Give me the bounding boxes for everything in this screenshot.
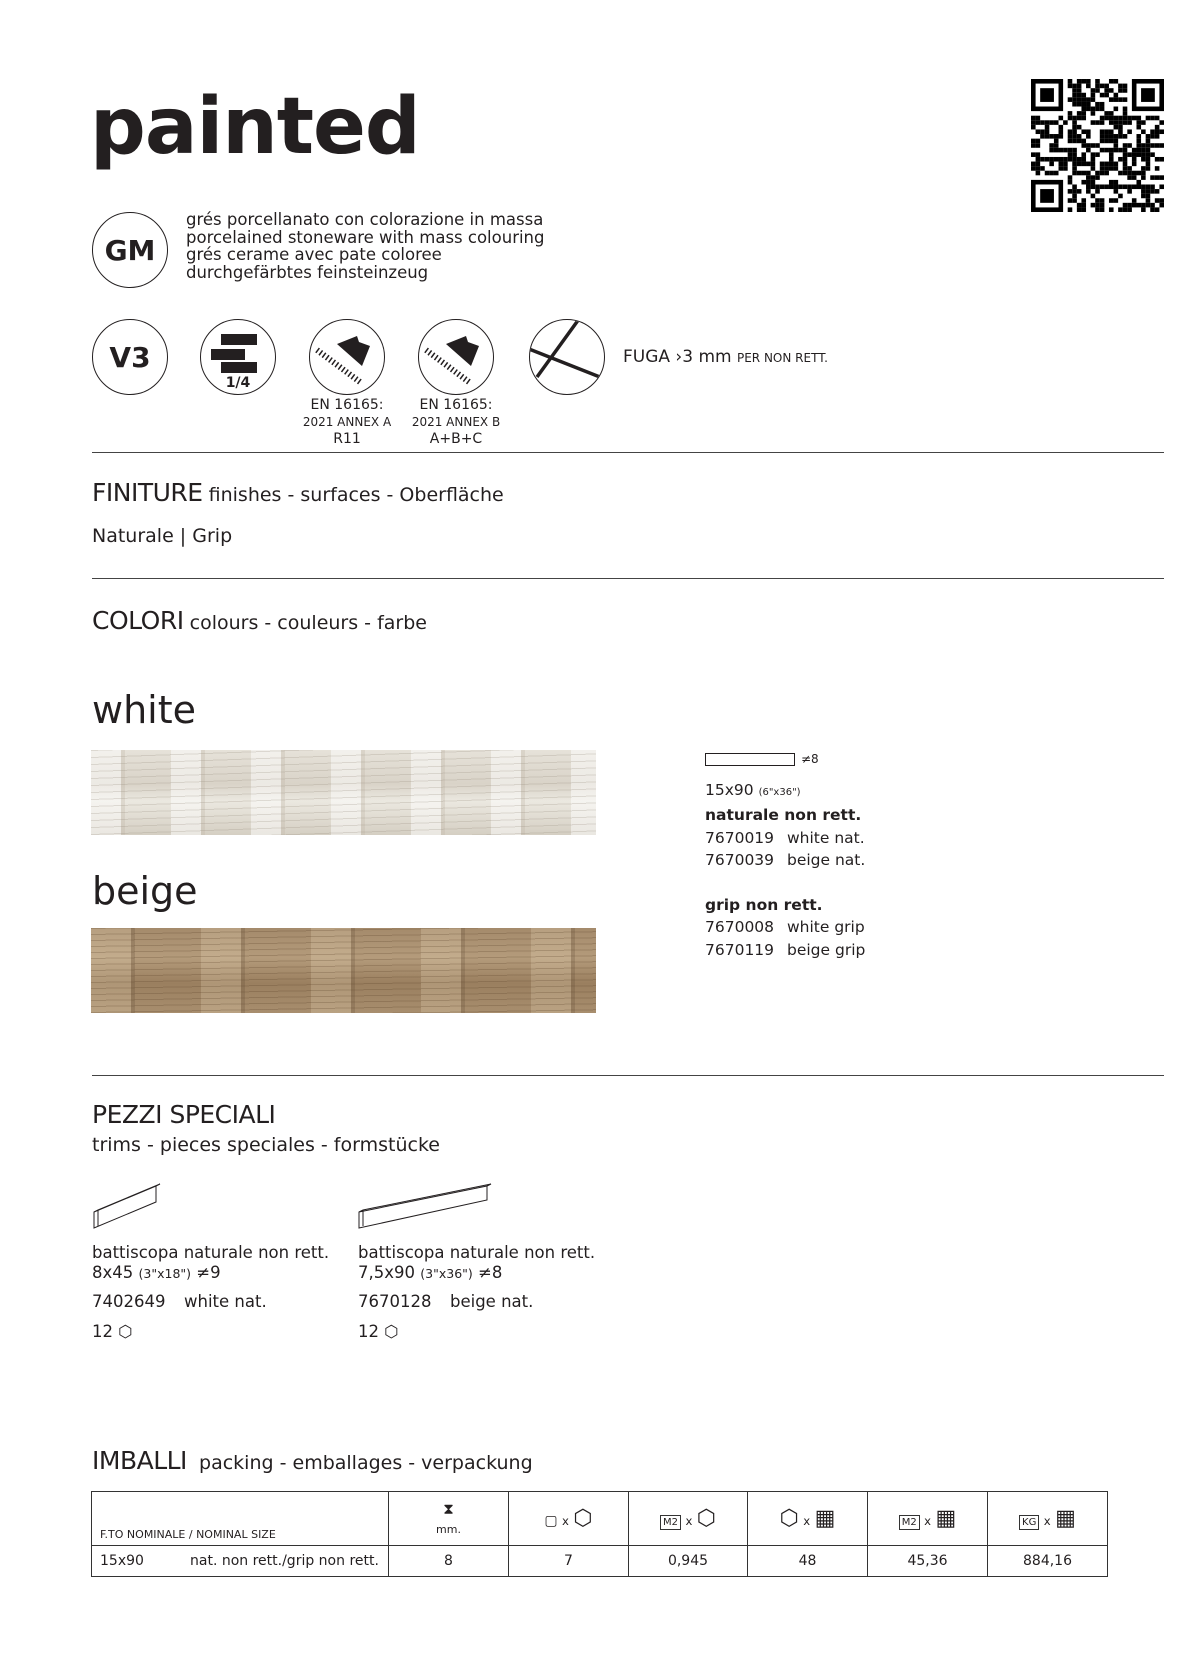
x: x [685, 1514, 693, 1528]
size-cell [92, 1546, 389, 1577]
trim-name: battiscopa naturale non rett. [358, 1243, 596, 1262]
mm-label: mm. [436, 1522, 461, 1536]
heading-main: PEZZI SPECIALI [92, 1100, 276, 1129]
pezzi-sub: trims - pieces speciales - formstücke [92, 1134, 440, 1156]
trim-thickness: ≠9 [196, 1263, 221, 1282]
trim-code: 7670128 [358, 1292, 432, 1311]
group-title: grip non rett. [705, 895, 823, 914]
box-icon: ⬡ [573, 1506, 593, 1531]
box-icon: ⬡ [384, 1322, 399, 1341]
size-inches: (6"x36") [758, 786, 801, 798]
trim-size-in: (3"x18") [138, 1266, 192, 1281]
m2-icon: M2 [899, 1515, 920, 1530]
col-kg-pallet [988, 1492, 1108, 1546]
material-description [186, 211, 545, 281]
finish: nat. non rett./grip non rett. [190, 1553, 379, 1569]
label-line: 2021 ANNEX A [302, 415, 392, 429]
product-row [705, 939, 865, 962]
desc: white nat. [787, 828, 865, 847]
packing-table [91, 1491, 1108, 1577]
desc: beige nat. [787, 851, 866, 869]
slip-a-label [292, 397, 402, 448]
trim-name: battiscopa naturale non rett. [92, 1243, 330, 1262]
box-icon: ⬡ [696, 1506, 717, 1531]
joint-main: FUGA ›3 mm [623, 347, 732, 367]
colori-heading [92, 606, 427, 635]
code: 7670119 [705, 940, 775, 959]
trim-color: white nat. [184, 1292, 267, 1311]
trim-item [92, 1243, 329, 1342]
group-title: naturale non rett. [705, 806, 862, 824]
cell-m2-box: 0,945 [629, 1546, 748, 1577]
qr-code[interactable] [1031, 79, 1164, 212]
finish-values: Naturale | Grip [92, 525, 233, 547]
trim-size: 7,5x90 [358, 1263, 416, 1282]
trim-qty: 12 [358, 1322, 379, 1341]
size: 15x90 [100, 1553, 144, 1569]
page-title: painted [90, 82, 420, 172]
cell-pieces-box: 7 [509, 1546, 629, 1577]
x: x [1043, 1514, 1051, 1528]
skirting-7x90-icon [357, 1180, 492, 1232]
divider [92, 1075, 1164, 1076]
label-line: A+B+C [429, 431, 483, 447]
tile-shape-icon [705, 753, 795, 766]
cell-thickness: 8 [389, 1546, 509, 1577]
box-icon: ⬡ [118, 1322, 133, 1341]
heading-main: FINITURE [92, 478, 203, 507]
color-name-white: white [92, 688, 196, 732]
color-name-beige: beige [92, 869, 198, 913]
laying-pattern-icon [200, 319, 276, 395]
box-icon: ⬡ [779, 1506, 799, 1531]
joint-note [623, 347, 828, 367]
label-line: EN 16165: [310, 397, 384, 413]
pallet-icon: ▦ [814, 1506, 836, 1531]
x: x [562, 1514, 569, 1528]
code: 7670008 [705, 918, 775, 936]
desc-fr: grés cerame avec pate coloree [186, 245, 442, 264]
pallet-icon: ▦ [1055, 1506, 1076, 1531]
joint-icon [529, 319, 605, 395]
swatch-beige [91, 928, 596, 1013]
col-m2-box [629, 1492, 748, 1546]
slip-resistance-a-icon [309, 319, 385, 395]
v3-icon: V3 [92, 319, 168, 395]
svg-text:1/4: 1/4 [225, 375, 251, 390]
product-row [705, 827, 865, 850]
col-size: F.TO NOMINALE / NOMINAL SIZE [92, 1492, 389, 1546]
heading-sub: packing - emballages - verpackung [199, 1452, 533, 1474]
col-thickness [389, 1492, 509, 1546]
col-m2-pallet [868, 1492, 988, 1546]
trim-code: 7402649 [92, 1292, 166, 1311]
x: x [924, 1514, 932, 1528]
heading-main: IMBALLI [92, 1446, 187, 1475]
product-row [705, 916, 865, 939]
cell-kg-pallet: 884,16 [988, 1546, 1108, 1577]
desc-de: durchgefärbtes feinsteinzeug [186, 262, 429, 282]
heading-main: COLORI [92, 606, 184, 635]
m2-icon: M2 [660, 1515, 681, 1530]
col-pieces-box [509, 1492, 629, 1546]
tiles-icon: ▢ [544, 1513, 558, 1529]
swatch-white [91, 750, 596, 835]
kg-icon: KG [1019, 1515, 1039, 1530]
imballi-heading [92, 1446, 533, 1475]
pallet-icon: ▦ [935, 1506, 957, 1531]
slip-resistance-b-icon [418, 319, 494, 395]
trim-qty: 12 [92, 1322, 113, 1341]
desc: white grip [787, 918, 865, 936]
col-box-pallet [748, 1492, 868, 1546]
trim-item [358, 1243, 595, 1342]
finiture-heading [92, 478, 504, 507]
label-line: EN 16165: [419, 397, 493, 413]
slip-b-label [401, 397, 511, 448]
x: x [803, 1514, 811, 1528]
code: 7670039 [705, 851, 775, 869]
tile-spec [705, 748, 865, 961]
trim-size-in: (3"x36") [420, 1266, 473, 1281]
trim-thickness: ≠8 [478, 1263, 503, 1282]
thickness-icon: ⧗ [443, 1499, 454, 1518]
desc-en: porcelained stoneware with mass colouring [186, 227, 545, 247]
pezzi-heading [92, 1100, 275, 1129]
desc-it: grés porcellanato con colorazione in massa [186, 210, 544, 229]
code: 7670019 [705, 828, 775, 847]
skirting-8x45-icon [92, 1180, 162, 1232]
heading-sub: colours - couleurs - farbe [189, 612, 427, 634]
table-row [92, 1546, 1108, 1577]
label-line: R11 [333, 431, 361, 447]
cell-box-pallet: 48 [748, 1546, 868, 1577]
desc: beige grip [787, 940, 866, 959]
gm-badge: GM [92, 212, 168, 288]
product-row [705, 849, 865, 872]
divider [92, 578, 1164, 579]
cell-m2-pallet: 45,36 [868, 1546, 988, 1577]
heading-sub: finishes - surfaces - Oberfläche [208, 484, 504, 506]
divider [92, 452, 1164, 453]
joint-small: PER NON RETT. [736, 351, 828, 365]
thickness: ≠8 [801, 752, 819, 766]
label-line: 2021 ANNEX B [411, 415, 501, 429]
trim-color: beige nat. [450, 1292, 534, 1311]
size: 15x90 [705, 780, 754, 799]
trim-size: 8x45 [92, 1263, 134, 1282]
